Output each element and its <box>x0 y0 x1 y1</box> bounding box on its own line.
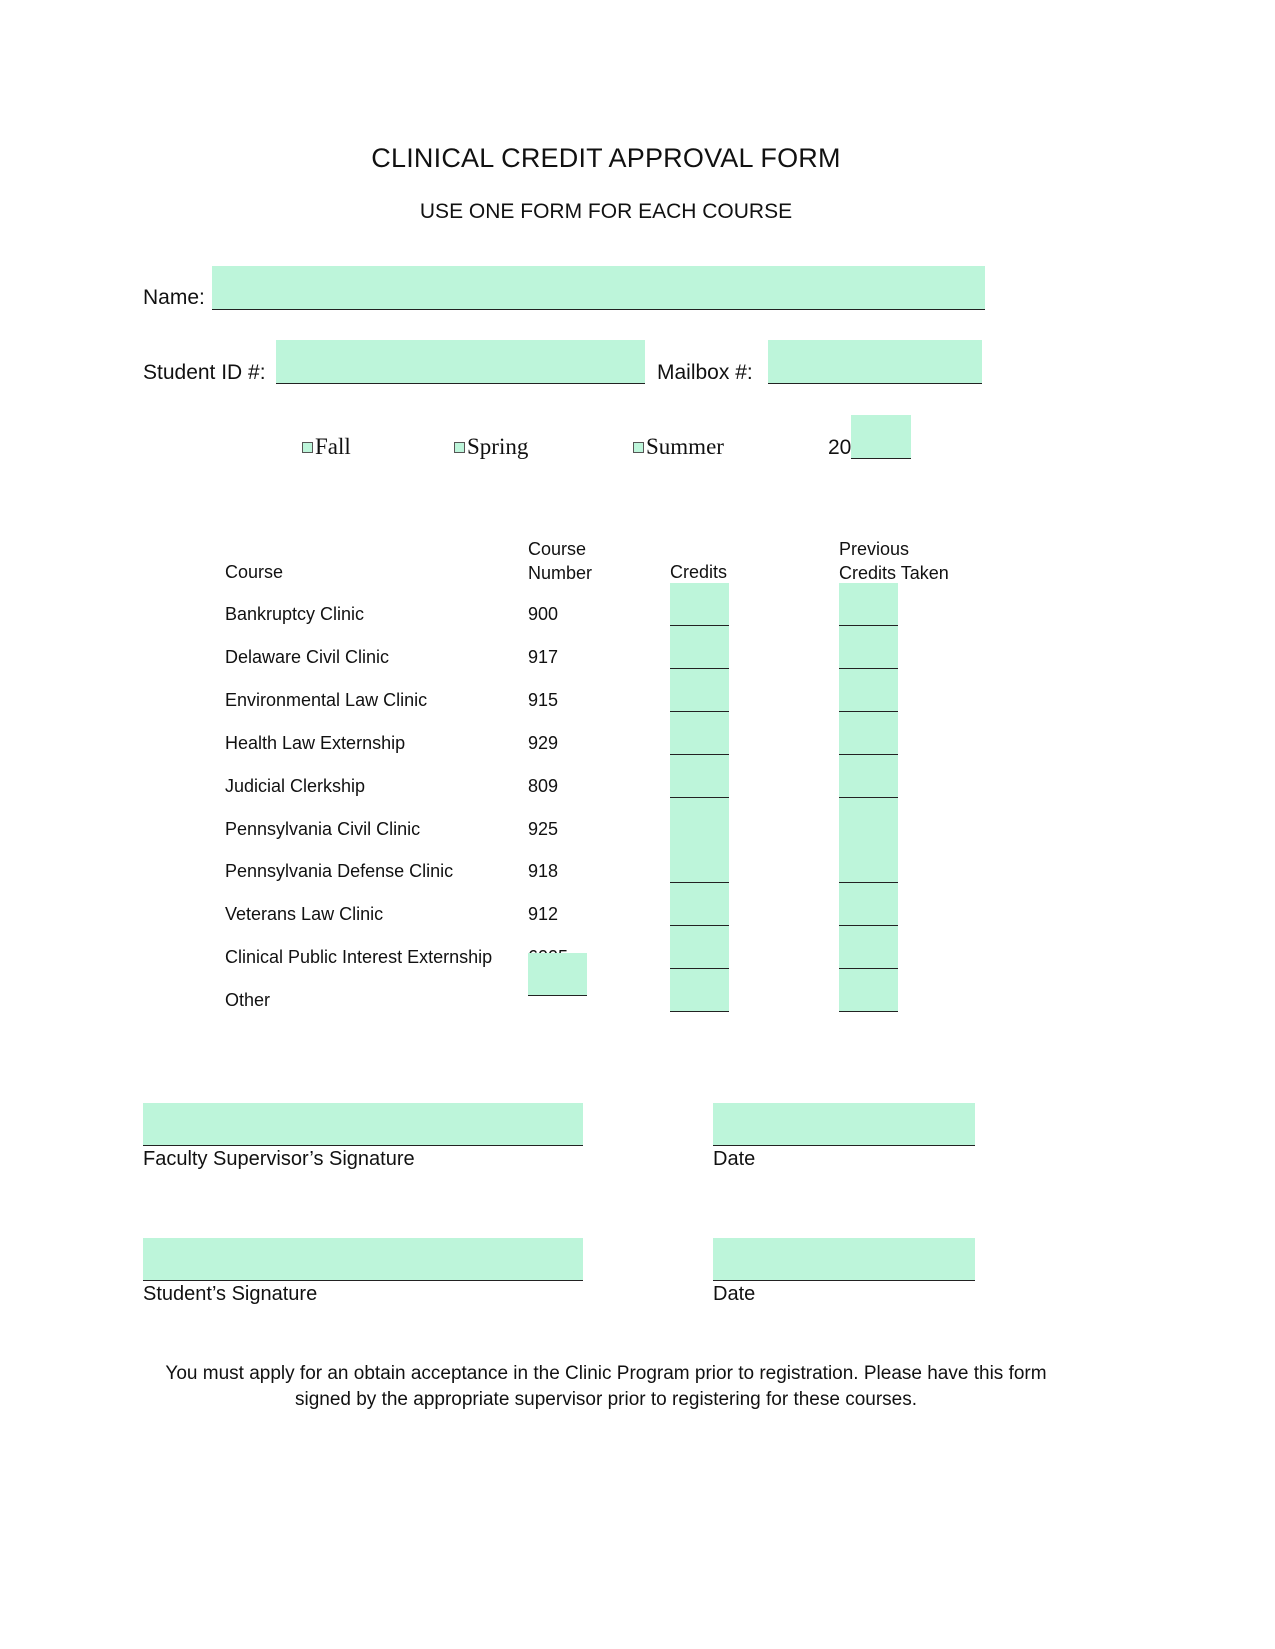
name-field[interactable] <box>212 266 985 310</box>
faculty-signature-field[interactable] <box>143 1103 583 1146</box>
previous-credits-field[interactable] <box>839 840 898 883</box>
form-title: CLINICAL CREDIT APPROVAL FORM <box>371 143 841 173</box>
course-number: 915 <box>528 690 559 710</box>
student-date-field[interactable] <box>713 1238 975 1281</box>
previous-credits-field[interactable] <box>839 969 898 1012</box>
previous-credits-field[interactable] <box>839 583 898 626</box>
previous-credits-field[interactable] <box>839 712 898 755</box>
previous-credits-field[interactable] <box>839 926 898 969</box>
mailbox-field[interactable] <box>768 340 982 384</box>
summer-checkbox[interactable] <box>633 442 644 453</box>
previous-credits-field[interactable] <box>839 755 898 798</box>
course-header: Course <box>225 562 284 582</box>
student-signature-label: Student’s Signature <box>143 1283 318 1305</box>
course-name: Other <box>225 990 271 1010</box>
course-number-header-line2: Number <box>528 563 593 583</box>
year-field[interactable] <box>851 415 911 459</box>
course-number: 809 <box>528 776 559 796</box>
course-name: Delaware Civil Clinic <box>225 647 390 667</box>
credits-field[interactable] <box>670 969 729 1012</box>
student-id-label: Student ID #: <box>143 361 266 384</box>
credits-field[interactable] <box>670 798 729 841</box>
credits-field[interactable] <box>670 626 729 669</box>
credits-header: Credits <box>670 562 728 582</box>
previous-credits-field[interactable] <box>839 626 898 669</box>
faculty-signature-label: Faculty Supervisor’s Signature <box>143 1148 415 1170</box>
course-name: Veterans Law Clinic <box>225 904 384 924</box>
name-label: Name: <box>143 286 205 309</box>
student-signature-field[interactable] <box>143 1238 583 1281</box>
student-id-field[interactable] <box>276 340 645 384</box>
course-name: Pennsylvania Civil Clinic <box>225 819 421 839</box>
course-name: Judicial Clerkship <box>225 776 366 796</box>
course-number: 912 <box>528 904 559 924</box>
previous-credits-header-line1: Previous <box>839 539 910 559</box>
credits-field[interactable] <box>670 712 729 755</box>
course-number: 917 <box>528 647 559 667</box>
course-number: 925 <box>528 819 559 839</box>
faculty-date-field[interactable] <box>713 1103 975 1146</box>
course-number-field[interactable] <box>528 953 587 996</box>
course-name: Environmental Law Clinic <box>225 690 428 710</box>
faculty-date-label: Date <box>713 1148 756 1170</box>
fall-checkbox[interactable] <box>302 442 313 453</box>
spring-checkbox[interactable] <box>454 442 465 453</box>
summer-label: Summer <box>646 434 724 459</box>
credits-field[interactable] <box>670 926 729 969</box>
course-name: Clinical Public Interest Externship <box>225 947 493 967</box>
year-prefix: 20 <box>828 436 852 459</box>
credits-field[interactable] <box>670 583 729 626</box>
credits-field[interactable] <box>670 755 729 798</box>
course-name: Bankruptcy Clinic <box>225 604 365 624</box>
previous-credits-field[interactable] <box>839 798 898 841</box>
previous-credits-field[interactable] <box>839 883 898 926</box>
course-name: Pennsylvania Defense Clinic <box>225 861 454 881</box>
course-number: 918 <box>528 861 559 881</box>
course-number-header-line1: Course <box>528 539 587 559</box>
footer-note <box>0 1361 1212 1413</box>
spring-label: Spring <box>467 434 529 459</box>
credits-field[interactable] <box>670 669 729 712</box>
course-number-header <box>528 537 592 585</box>
credits-field[interactable] <box>670 883 729 926</box>
footer-note-line2: signed by the appropriate supervisor prior to registering for these courses. <box>294 1389 918 1410</box>
course-name: Health Law Externship <box>225 733 406 753</box>
form-subtitle: USE ONE FORM FOR EACH COURSE <box>419 200 793 223</box>
footer-note-line1: You must apply for an obtain acceptance in the Clinic Program prior to registration. Please have this form <box>165 1363 1047 1384</box>
mailbox-label: Mailbox #: <box>657 361 753 384</box>
previous-credits-field[interactable] <box>839 669 898 712</box>
previous-credits-header-line2: Credits Taken <box>839 563 949 583</box>
course-number: 900 <box>528 604 559 624</box>
fall-label: Fall <box>315 434 351 459</box>
course-number: 929 <box>528 733 559 753</box>
previous-credits-header <box>839 537 949 585</box>
student-date-label: Date <box>713 1283 756 1305</box>
credits-field[interactable] <box>670 840 729 883</box>
